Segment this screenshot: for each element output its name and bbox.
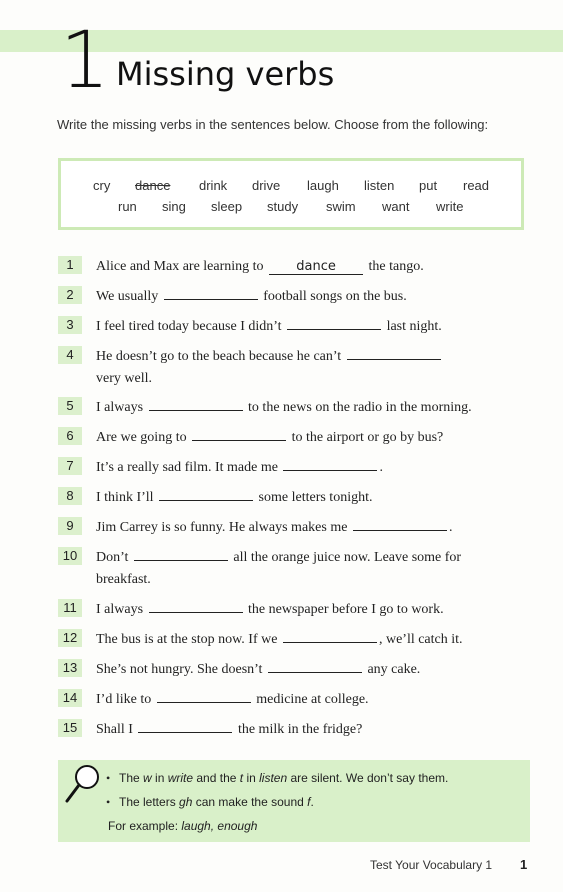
question-number: 13: [58, 659, 82, 677]
answer-blank[interactable]: [134, 547, 228, 561]
tip-line-3: For example: laugh, enough: [108, 819, 258, 833]
word-swim: swim: [326, 199, 356, 214]
question-number: 11: [58, 599, 82, 617]
answer-blank[interactable]: [283, 629, 377, 643]
question-text: It’s a really sad film. It made me .: [96, 457, 383, 479]
question-15: [58, 719, 538, 759]
tip-line-1: The w in write and the t in listen are silent. We don’t say them.: [119, 771, 449, 785]
word-study: study: [267, 199, 299, 214]
answer-blank[interactable]: [149, 599, 243, 613]
question-10: [58, 547, 538, 593]
bullet-2: •: [106, 795, 111, 809]
question-text: Jim Carrey is so funny. He always makes me .: [96, 517, 452, 539]
instructions: Write the missing verbs in the sentences below. Choose from the following:: [57, 117, 489, 132]
word-write: write: [436, 199, 464, 214]
word-dance: dance: [135, 178, 171, 193]
answer-blank[interactable]: [157, 689, 251, 703]
word-sleep: sleep: [211, 199, 243, 214]
question-text: Are we going to to the airport or go by bus?: [96, 427, 443, 449]
question-text: She’s not hungry. She doesn’t any cake.: [96, 659, 420, 681]
question-number: 10: [58, 547, 82, 565]
word-read: read: [463, 178, 490, 193]
question-text: I always to the news on the radio in the morning.: [96, 397, 472, 419]
question-number: 7: [58, 457, 82, 475]
question-number: 4: [58, 346, 82, 364]
question-text: Shall I the milk in the fridge?: [96, 719, 362, 741]
tip-line-2: The letters gh can make the sound f.: [119, 795, 314, 809]
answer-blank[interactable]: [149, 397, 243, 411]
answer-blank[interactable]: [353, 517, 447, 531]
question-number: 6: [58, 427, 82, 445]
answer-blank[interactable]: [287, 316, 381, 330]
footer-book-title: Test Your Vocabulary 1: [370, 858, 493, 872]
answer-blank[interactable]: [283, 457, 377, 471]
answer-blank[interactable]: [159, 487, 253, 501]
question-text: I always the newspaper before I go to work.: [96, 599, 444, 621]
question-number: 9: [58, 517, 82, 535]
question-text: Don’t all the orange juice now. Leave some for breakfast.: [96, 547, 516, 591]
word-listen: listen: [364, 178, 395, 193]
question-number: 12: [58, 629, 82, 647]
question-number: 3: [58, 316, 82, 334]
question-number: 15: [58, 719, 82, 737]
question-text: The bus is at the stop now. If we , we’ll catch it.: [96, 629, 463, 651]
word-laugh: laugh: [307, 178, 339, 193]
question-4: [58, 346, 538, 392]
bullet-1: •: [106, 771, 111, 785]
unit-number: 1: [60, 16, 110, 106]
word-run: run: [118, 199, 137, 214]
word-want: want: [382, 199, 410, 214]
answer-blank[interactable]: [347, 346, 441, 360]
question-number: 5: [58, 397, 82, 415]
page-title: Missing verbs: [116, 55, 335, 93]
question-text: I think I’ll some letters tonight.: [96, 487, 372, 509]
word-drive: drive: [252, 178, 281, 193]
question-text: I feel tired today because I didn’t last night.: [96, 316, 442, 338]
question-text: Alice and Max are learning to dance the tango.: [96, 259, 424, 274]
word-sing: sing: [162, 199, 186, 214]
answer-blank[interactable]: [138, 719, 232, 733]
question-text: We usually football songs on the bus.: [96, 286, 407, 308]
answer-blank[interactable]: [192, 427, 286, 441]
word-bank: [58, 158, 524, 230]
word-drink: drink: [199, 178, 228, 193]
question-number: 2: [58, 286, 82, 304]
question-number: 1: [58, 256, 82, 274]
question-text: He doesn’t go to the beach because he can’t very well.: [96, 346, 496, 390]
question-number: 8: [58, 487, 82, 505]
answer-blank[interactable]: [268, 659, 362, 673]
question-number: 14: [58, 689, 82, 707]
page-number: 1: [520, 857, 528, 872]
answer-blank[interactable]: [164, 286, 258, 300]
question-text: I’d like to medicine at college.: [96, 689, 369, 711]
word-cry: cry: [93, 178, 111, 193]
tip-box: [58, 760, 530, 842]
answer-blank[interactable]: dance: [269, 261, 363, 275]
word-put: put: [419, 178, 438, 193]
magnifying-glass-icon: [62, 762, 102, 811]
